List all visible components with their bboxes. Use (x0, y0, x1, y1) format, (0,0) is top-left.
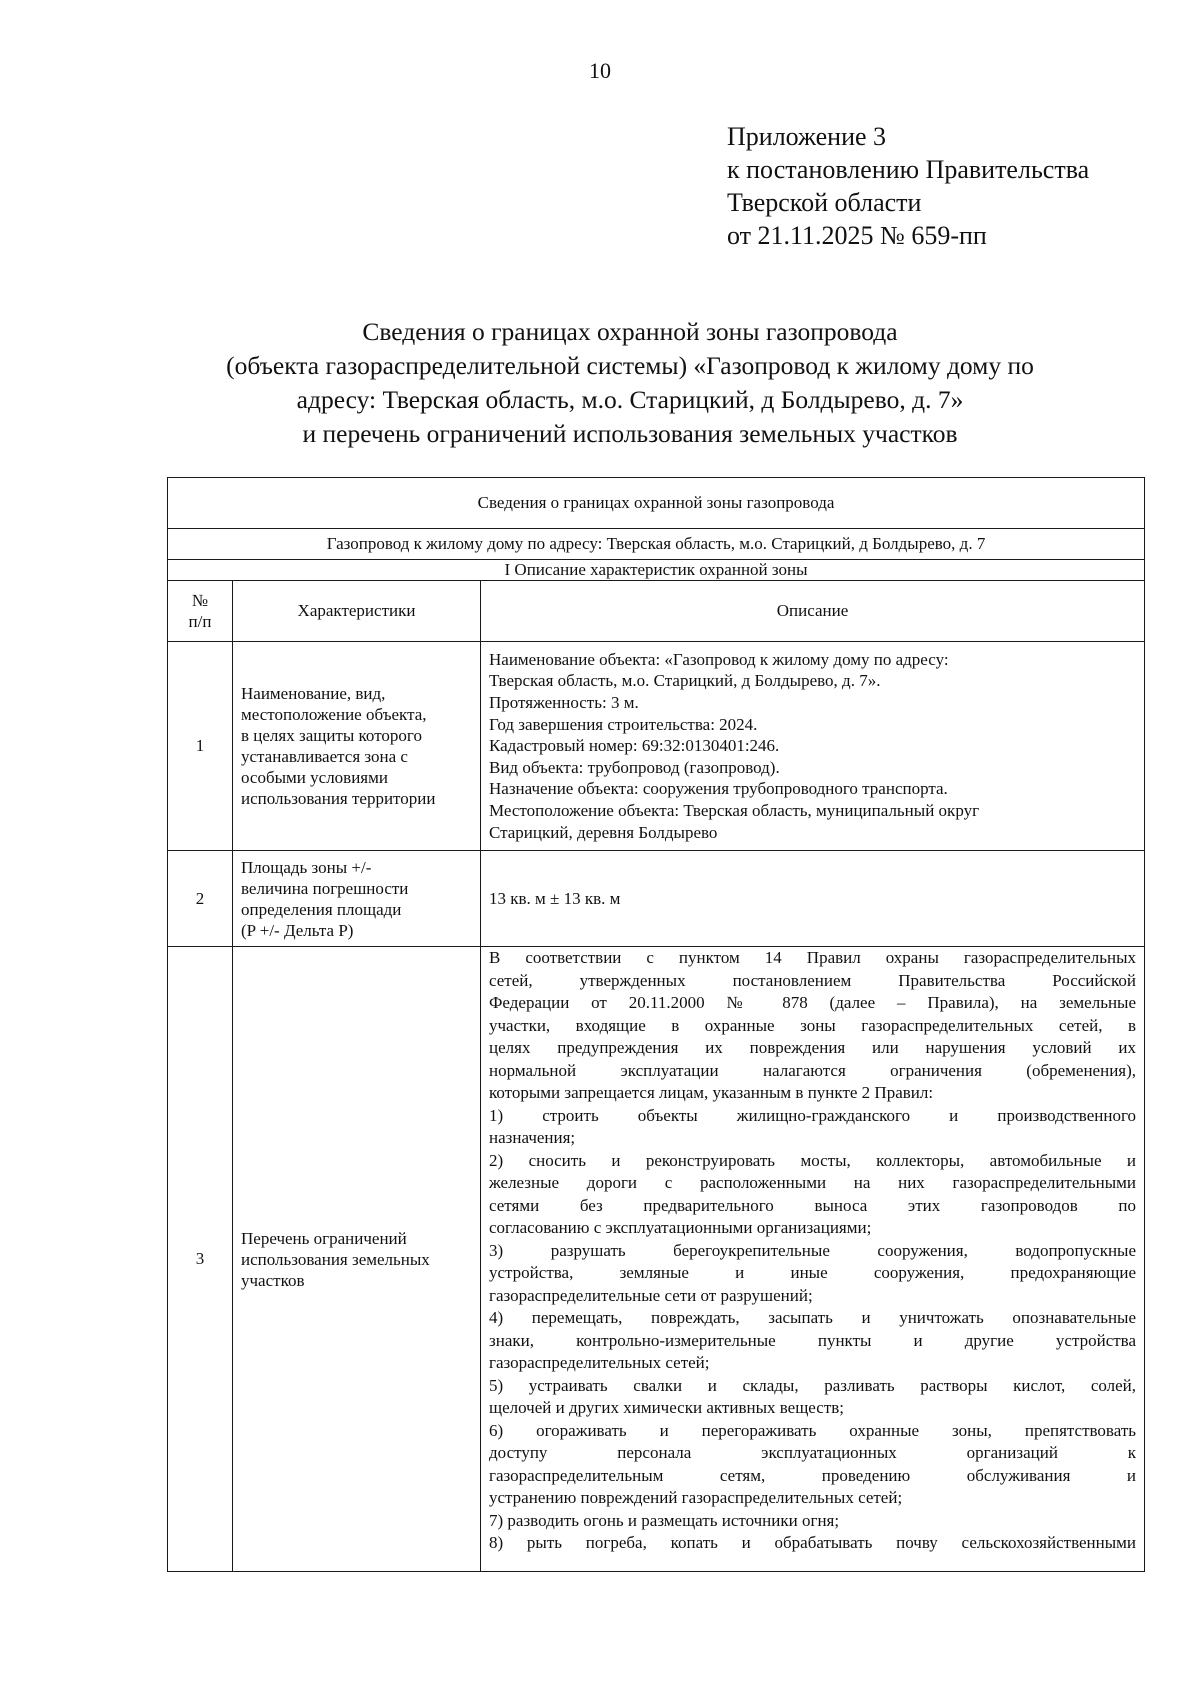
zone-table (167, 477, 1145, 1572)
description-line: участки, входящие в охранные зоны газораспределительных сетей, в (489, 1015, 1137, 1035)
description-line: газораспределительные сети от разрушений; (489, 1285, 813, 1305)
description-line: Тверская область, м.о. Старицкий, д Болдырево, д. 7». (489, 671, 881, 691)
description-line: железные дороги с расположенными на них газораспределительными (489, 1173, 1137, 1192)
characteristic-line: местоположение объекта, (241, 705, 427, 724)
description-line: 13 кв. м ± 13 кв. м (489, 888, 621, 908)
characteristic-line: величина погрешности (241, 878, 409, 898)
description-line: целях предупреждения их повреждения или нарушения условий их (489, 1038, 1137, 1057)
description-line: 8) рыть погреба, копать и обрабатывать почву сельскохозяйственными (489, 1533, 1137, 1552)
row-number: 3 (168, 947, 233, 1572)
description-line: которыми запрещается лицам, указанным в пункте 2 Правил: (489, 1083, 934, 1102)
description-line: согласованию с эксплуатационными организациями; (489, 1218, 872, 1237)
description-line: 7) разводить огонь и размещать источники огня; (489, 1510, 840, 1530)
characteristic-line: Площадь зоны +/- (241, 857, 372, 877)
description-line: назначения; (489, 1128, 576, 1147)
description-line: газораспределительным сетям, проведению обслуживания и (489, 1465, 1137, 1485)
table-row (168, 947, 1145, 1572)
column-header-characteristics: Характеристики (233, 581, 481, 642)
row-description (481, 642, 1145, 851)
description-line: Местоположение объекта: Тверская область, муниципальный округ (489, 800, 980, 820)
appendix-block (727, 120, 1089, 252)
characteristic-line: в целях защиты которого (241, 726, 422, 745)
title-line: (объекта газораспределительной системы) «Газопровод к жилому дому по (226, 351, 1034, 380)
page-number: 10 (589, 58, 611, 83)
characteristic-line: (P +/- Дельта P) (241, 920, 354, 940)
description-line: устранению повреждений газораспределительных сетей; (489, 1488, 903, 1507)
description-line: Год завершения строительства: 2024. (489, 714, 758, 734)
document-title (150, 315, 1110, 451)
table-row (168, 642, 1145, 851)
table-header: Сведения о границах охранной зоны газопровода (168, 478, 1145, 529)
characteristic-line: определения площади (241, 899, 402, 919)
description-line: Федерации от 20.11.2000 № 878 (далее – Правила), на земельные (489, 993, 1137, 1012)
row-description (481, 851, 1145, 947)
column-header-number-line: № (191, 591, 209, 610)
description-line: нормальной эксплуатации налагаются ограничения (обременения), (489, 1060, 1137, 1080)
characteristic-line: устанавливается зона с (241, 747, 408, 766)
characteristic-line: Перечень ограничений (241, 1228, 407, 1248)
description-line: 4) перемещать, повреждать, засыпать и уничтожать опознавательные (489, 1308, 1137, 1327)
title-line: адресу: Тверская область, м.о. Старицкий, д Болдырево, д. 7» (296, 385, 964, 414)
table-row (168, 851, 1145, 947)
column-header-row (168, 581, 1145, 642)
column-header-number-line: п/п (188, 612, 212, 631)
characteristic-line: Наименование, вид, (241, 684, 386, 703)
appendix-line: Приложение 3 (727, 122, 887, 151)
title-line: Сведения о границах охранной зоны газопровода (362, 317, 898, 346)
description-line: 5) устраивать свалки и склады, разливать растворы кислот, солей, (489, 1375, 1137, 1395)
description-line: Наименование объекта: «Газопровод к жилому дому по адресу: (489, 649, 949, 669)
description-line: Назначение объекта: сооружения трубопроводного транспорта. (489, 779, 948, 799)
description-line: знаки, контрольно-измерительные пункты и другие устройства (489, 1330, 1137, 1350)
description-line: устройства, земляные и иные сооружения, предохраняющие (489, 1263, 1137, 1282)
row-number: 1 (168, 642, 233, 851)
table-section-title: I Описание характеристик охранной зоны (168, 560, 1145, 581)
table-object-name: Газопровод к жилому дому по адресу: Тверская область, м.о. Старицкий, д Болдырево, д. 7 (168, 529, 1145, 560)
description-line: Протяженность: 3 м. (489, 693, 639, 713)
description-line: Старицкий, деревня Болдырево (489, 822, 718, 842)
appendix-line: Тверской области (727, 188, 922, 217)
description-line: 2) сносить и реконструировать мосты, коллекторы, автомобильные и (489, 1150, 1137, 1170)
row-characteristic (233, 947, 481, 1572)
row-characteristic (233, 642, 481, 851)
appendix-line: от 21.11.2025 № 659-пп (727, 221, 987, 250)
row-characteristic (233, 851, 481, 947)
description-line: щелочей и других химически активных веществ; (489, 1398, 844, 1417)
description-line: газораспределительных сетей; (489, 1353, 710, 1372)
row-number: 2 (168, 851, 233, 947)
description-line: 1) строить объекты жилищно-гражданского и производственного (489, 1105, 1137, 1125)
column-header-number (168, 581, 233, 642)
row-description (481, 947, 1145, 1572)
description-line: Кадастровый номер: 69:32:0130401:246. (489, 736, 780, 756)
description-line: В соответствии с пунктом 14 Правил охраны газораспределительных (489, 948, 1137, 967)
description-line: сетей, утвержденных постановлением Правительства Российской (489, 970, 1137, 990)
description-line: 3) разрушать берегоукрепительные сооружения, водопропускные (489, 1240, 1137, 1260)
description-line: Вид объекта: трубопровод (газопровод). (489, 757, 780, 777)
description-line: 6) огораживать и перегораживать охранные зоны, препятствовать (489, 1420, 1137, 1440)
characteristic-line: особыми условиями (241, 768, 388, 787)
description-line: сетями без предварительного выноса этих газопроводов по (489, 1195, 1137, 1215)
column-header-description: Описание (481, 581, 1145, 642)
appendix-line: к постановлению Правительства (727, 155, 1090, 184)
characteristic-line: участков (241, 1270, 305, 1290)
characteristic-line: использования территории (241, 789, 436, 808)
title-line: и перечень ограничений использования земельных участков (302, 419, 958, 448)
description-line: доступу персонала эксплуатационных организаций к (489, 1443, 1137, 1462)
characteristic-line: использования земельных (241, 1249, 430, 1269)
